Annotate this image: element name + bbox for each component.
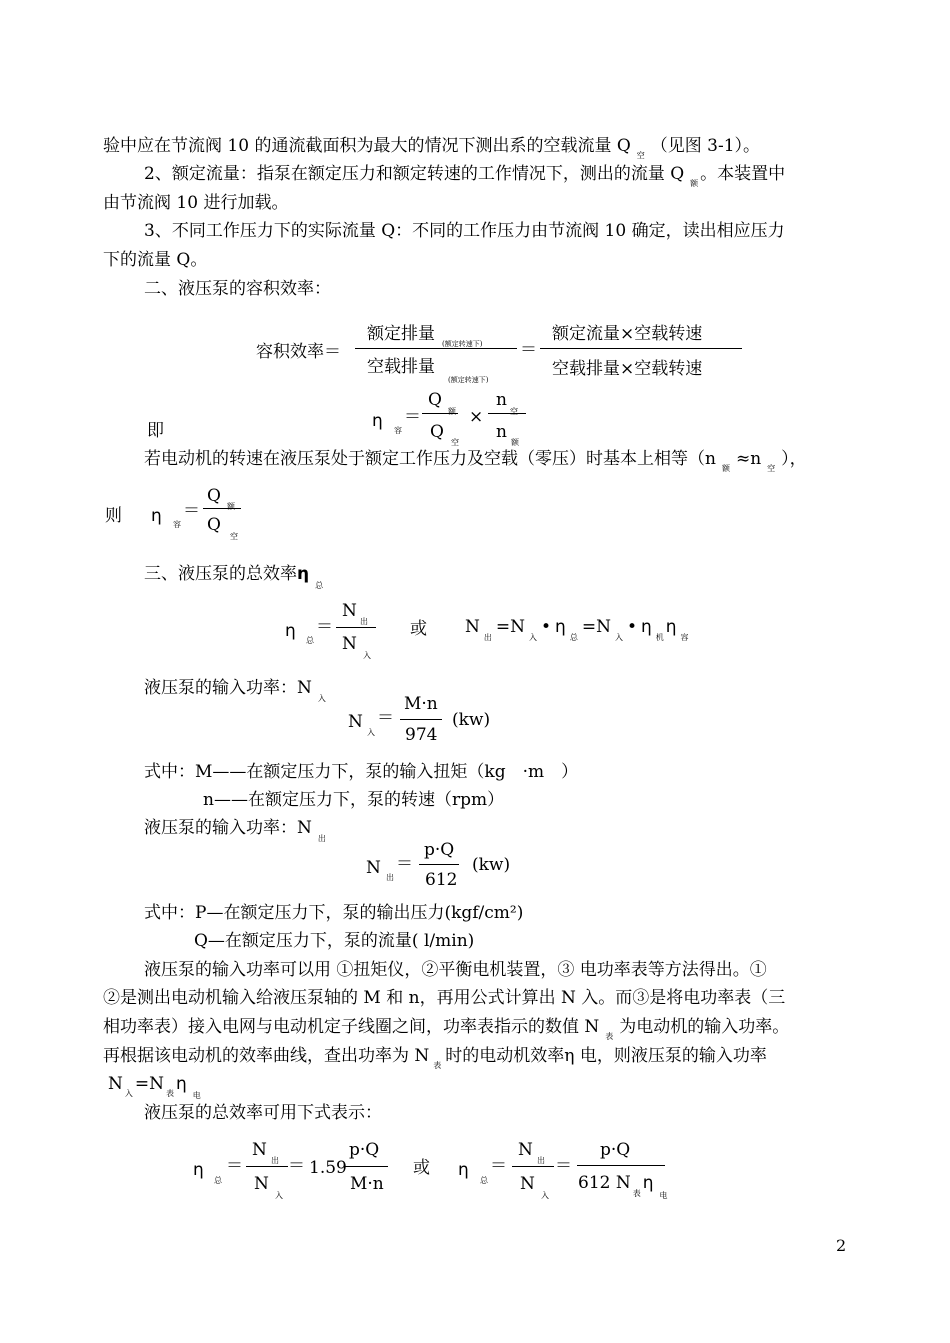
text-line-1: 验中应在节流阀 10 的通流截面积为最大的情况下测出系的空载流量 Q $_空$ （见图 3-1）。 xyxy=(103,136,761,160)
text-line-6: 若电动机的转速在液压泵处于额定工作压力及空载（零压）时基本上相等（n $_额$ ≈n $_空$ ）， xyxy=(144,449,807,473)
text-para-3: 相功率表）接入电网与电动机定子线圈之间，功率表指示的数值 N $_表$ 为电动机的输入功率。 xyxy=(103,1017,790,1041)
text-output-power: 液压泵的输入功率：$N_出$ xyxy=(144,818,326,843)
formula-label: 容积效率＝ xyxy=(256,342,341,362)
formula-power-chain: $N_出=N_入•$ $\eta_总=N_入•$ $\eta_机\eta_容$ xyxy=(465,617,689,642)
text-or: 或 xyxy=(410,619,427,639)
text-line-3: 由节流阀 10 进行加载。 xyxy=(103,193,289,213)
formula-numerator-2: 额定流量×空载转速 xyxy=(552,324,703,344)
text-or-2: 或 xyxy=(413,1158,430,1178)
section-heading-3: 三、液压泵的总效率$\eta_总$ xyxy=(144,564,324,590)
formula-denominator-2: 空载排量×空载转速 xyxy=(552,359,703,379)
page-number: 2 xyxy=(836,1236,847,1255)
text-where-2: n——在额定压力下，泵的转速（rpm） xyxy=(203,790,505,810)
formula-denominator: 空载排量 xyxy=(367,357,435,377)
fraction-bar xyxy=(540,348,742,349)
text-ze: 则 xyxy=(105,506,122,526)
text-where-1: 式中：M——在额定压力下，泵的输入扭矩（kg ·m ） xyxy=(144,762,579,782)
text-para-2: ②是测出电动机输入给液压泵轴的 M 和 n，再用公式计算出 N 入。而③是将电功率表（三 xyxy=(103,988,786,1008)
formula-numerator: 额定排量 xyxy=(367,324,435,344)
text-para-5: 液压泵的总效率可用下式表示： xyxy=(144,1103,382,1123)
formula-input-power-motor: N $_入$ =N $_表$ $\eta_电$ xyxy=(108,1074,201,1100)
text-input-power: 液压泵的输入功率：$N_入$ xyxy=(144,678,326,703)
text-line-4: 3、不同工作压力下的实际流量 Q：不同的工作压力由节流阀 10 确定，读出相应压力 xyxy=(144,221,785,241)
text-para-1: 液压泵的输入功率可以用 ①扭矩仪，②平衡电机装置，③ 电功率表等方法得出。① xyxy=(144,960,767,980)
text-ji: 即 xyxy=(147,421,164,441)
text-para-4: 再根据该电动机的效率曲线，查出功率为 N $_表$ 时的电动机效率η 电，则液压泵的输入功率 xyxy=(103,1046,767,1070)
fraction-bar xyxy=(355,348,517,349)
text-line-5: 下的流量 Q。 xyxy=(103,250,208,270)
text-where-3: 式中：P—在额定压力下，泵的输出压力(kgf/cm²) xyxy=(144,903,524,923)
section-heading-2: 二、液压泵的容积效率： xyxy=(144,279,331,299)
text-line-2: 2、额定流量：指泵在额定压力和额定转速的工作情况下，测出的流量 Q $_额$ 。本装置中 xyxy=(144,164,786,188)
text-where-4: Q—在额定压力下，泵的流量( l/min) xyxy=(194,931,475,951)
